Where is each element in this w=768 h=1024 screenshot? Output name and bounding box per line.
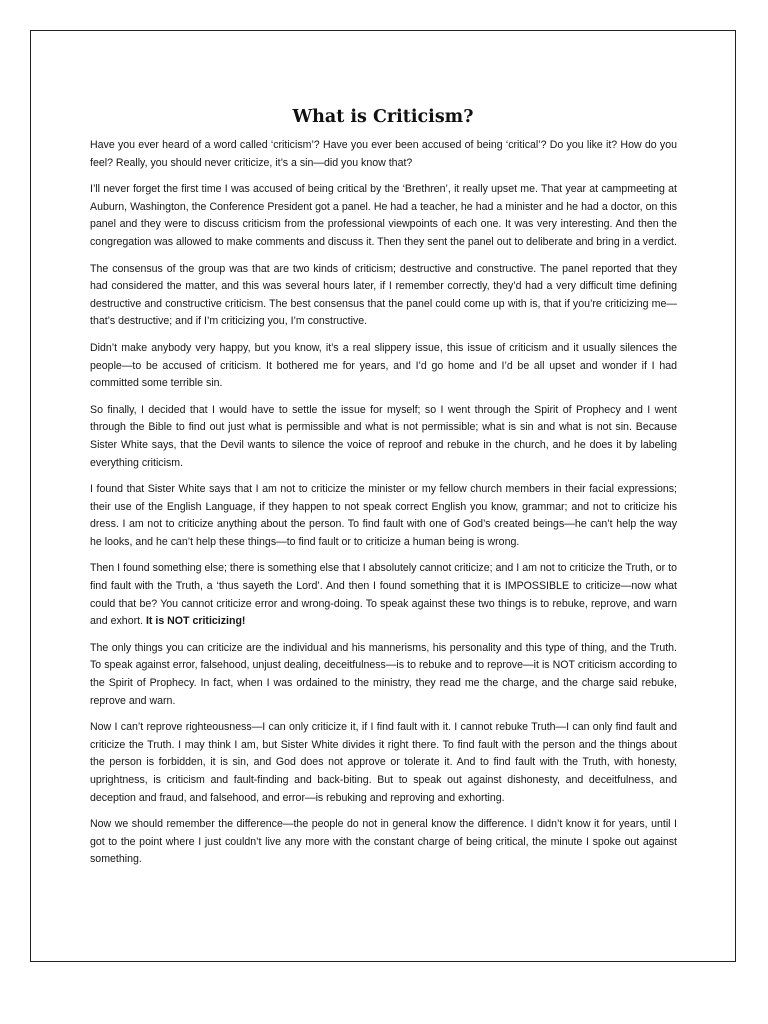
paragraph-6: I found that Sister White says that I am not to criticize the minister or my fellow church members in their facial expressions; their use of the English Language, if they happen to not speak correct English you know, grammar; and not to criticize his dress. I am not to criticize anything about the person. To find fault with one of God’s created beings—he can’t help the way he looks, and he can’t help these things—to find fault or to criticize a human being is wrong.: [90, 483, 677, 548]
paragraph-1: Have you ever heard of a word called ‘criticism’? Have you ever been accused of being ‘critical’? Do you like it? How do you feel? Really, you should never criticize, it’s a sin—did you know that?: [90, 139, 677, 169]
paragraph-2: I’ll never forget the first time I was accused of being critical by the ‘Brethren’, it really upset me. That year at campmeeting at Auburn, Washington, the Conference President got a panel. He had a teacher, he had a minister and he had a doctor, on this panel and they were to discuss criticism from the professional viewpoints of each one. It was very interesting. And then the congregation was allowed to make comments and discuss it. Then they sent the panel out to deliberate and bring in a verdict.: [90, 183, 677, 248]
document-title: What is Criticism?: [292, 107, 474, 127]
paragraph-7: [90, 560, 677, 630]
document-body: [90, 137, 677, 878]
paragraph-3: The consensus of the group was that are two kinds of criticism; destructive and constructive. The panel reported that they had considered the matter, and this was several hours later, if I remember correctly, they’d had a very difficult time defining destructive and constructive criticism. The best consensus that the panel could come up with is, that if you’re criticizing me—that’s destructive; and if I’m criticizing you, I’m constructive.: [90, 262, 677, 328]
paragraph-10: Now we should remember the difference—the people do not in general know the difference. I didn’t know it for years, until I got to the point where I just couldn’t live any more with the constant charge of being critical, the minute I spoke out against something.: [90, 818, 677, 866]
paragraph-9: Now I can’t reprove righteousness—I can only criticize it, if I find fault with it. I cannot rebuke Truth—I can only find fault and criticize the Truth. I may think I am, but Sister White divides it right there. To find fault with the person and the things about the person is forbidden, it is sin, and God does not approve or tolerate it. And to find fault with the Truth, with honesty, uprightness, is criticism and fault-finding and back-biting. But to speak out against dishonesty, and deceitfulness, and deception and fraud, and falsehood, and error—is rebuking and reproving and exhorting.: [90, 721, 677, 804]
document-page: [30, 30, 736, 962]
paragraph-7-text: Then I found something else; there is something else that I absolutely cannot criticize; and I am not to criticize the Truth, or to find fault with the Truth, a ‘thus sayeth the Lord’. And then I found something that it is IMPOSSIBLE to criticize—now what could that be? You cannot criticize error and wrong-doing. To speak against these two things is to rebuke, reprove, and warn and exhort.: [90, 562, 677, 628]
paragraph-5: So finally, I decided that I would have to settle the issue for myself; so I went through the Spirit of Prophecy and I went through the Bible to find out just what is permissible and what is not permissible; what is sin and what is not sin. Because Sister White says, that the Devil wants to silence the voice of reproof and rebuke in the church, and he does it by labeling everything criticism.: [90, 403, 677, 469]
paragraph-8: The only things you can criticize are the individual and his mannerisms, his personality and this type of thing, and the Truth. To speak against error, falsehood, unjust dealing, deceitfulness—is to rebuke and to reprove—it is NOT criticism according to the Spirit of Prophecy. In fact, when I was ordained to the ministry, they read me the charge, and the charge said rebuke, reprove and warn.: [90, 641, 677, 707]
paragraph-4: Didn’t make anybody very happy, but you know, it’s a real slippery issue, this issue of criticism and it usually silences the people—to be accused of criticism. It bothered me for years, and I’d go home and I’d be all upset and wonder if I had committed some terrible sin.: [90, 341, 677, 390]
paragraph-7-emphasis: It is NOT criticizing!: [145, 615, 246, 628]
